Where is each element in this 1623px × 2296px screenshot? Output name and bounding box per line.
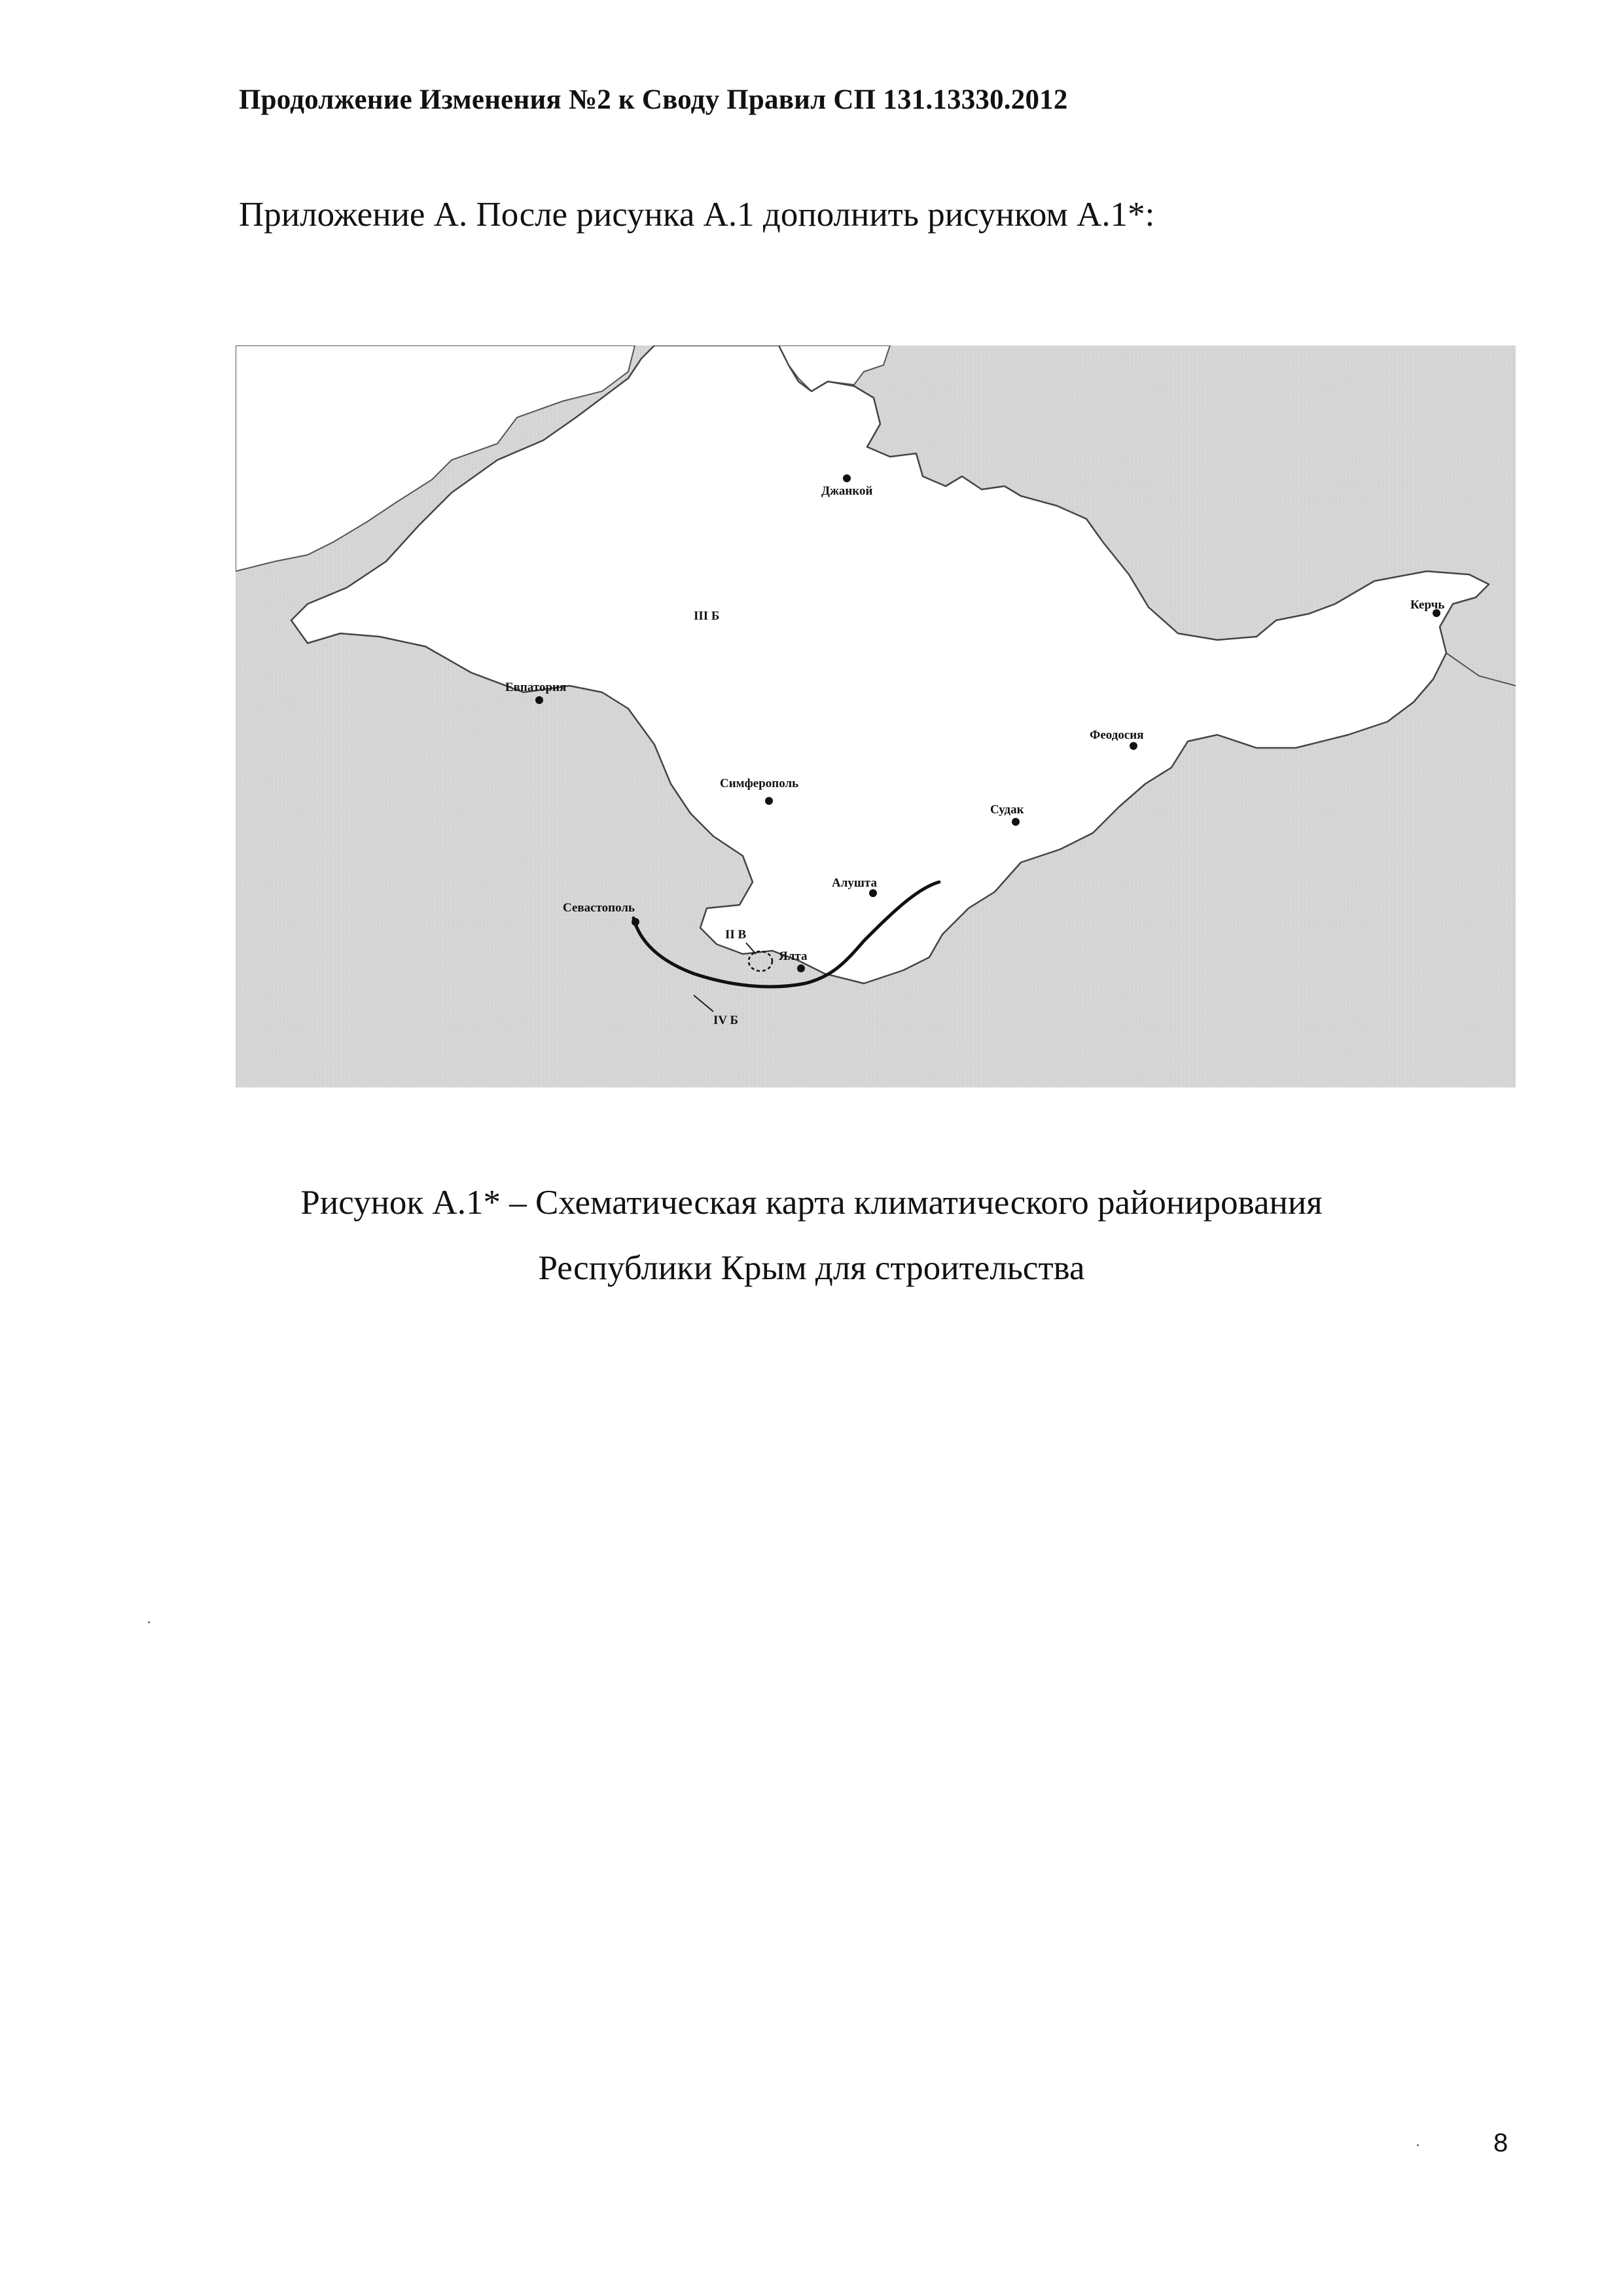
evpatoriya-marker (535, 696, 543, 704)
kerch-label: Керчь (1410, 598, 1445, 612)
page-number: 8 (1493, 2128, 1508, 2157)
yalta-marker (797, 964, 805, 972)
document-header: Продолжение Изменения №2 к Своду Правил СП 131.13330.2012 (239, 84, 1068, 115)
feodosiya-marker (1130, 742, 1137, 750)
simferopol-marker (765, 797, 773, 805)
zone-main-label: III Б (694, 609, 720, 623)
zone-coast-label: IV Б (713, 1014, 739, 1027)
evpatoriya-label: Евпатория (505, 680, 567, 694)
figure-caption-line-2: Республики Крым для строительства (538, 1249, 1085, 1287)
dzhankoy-marker (843, 474, 851, 482)
simferopol-label: Симферополь (720, 777, 799, 790)
scan-speck (148, 1621, 150, 1623)
appendix-instruction: Приложение А. После рисунка А.1 дополнить рисунком А.1*: (239, 196, 1155, 234)
crimea-climate-map (236, 345, 1516, 1087)
alushta-label: Алушта (832, 876, 877, 890)
sevastopol-label: Севастополь (563, 901, 635, 915)
alushta-marker (869, 889, 877, 897)
sudak-marker (1012, 818, 1020, 826)
yalta-label: Ялта (779, 949, 808, 963)
sudak-label: Судак (990, 803, 1024, 817)
scan-speck (1417, 2144, 1419, 2146)
sevastopol-marker (632, 918, 639, 926)
feodosiya-label: Феодосия (1090, 728, 1144, 742)
dzhankoy-label: Джанкой (821, 484, 873, 498)
figure-caption-line-1: Рисунок А.1* – Схематическая карта климатического районирования (300, 1184, 1323, 1222)
zone-mountain-label: II В (725, 928, 747, 942)
